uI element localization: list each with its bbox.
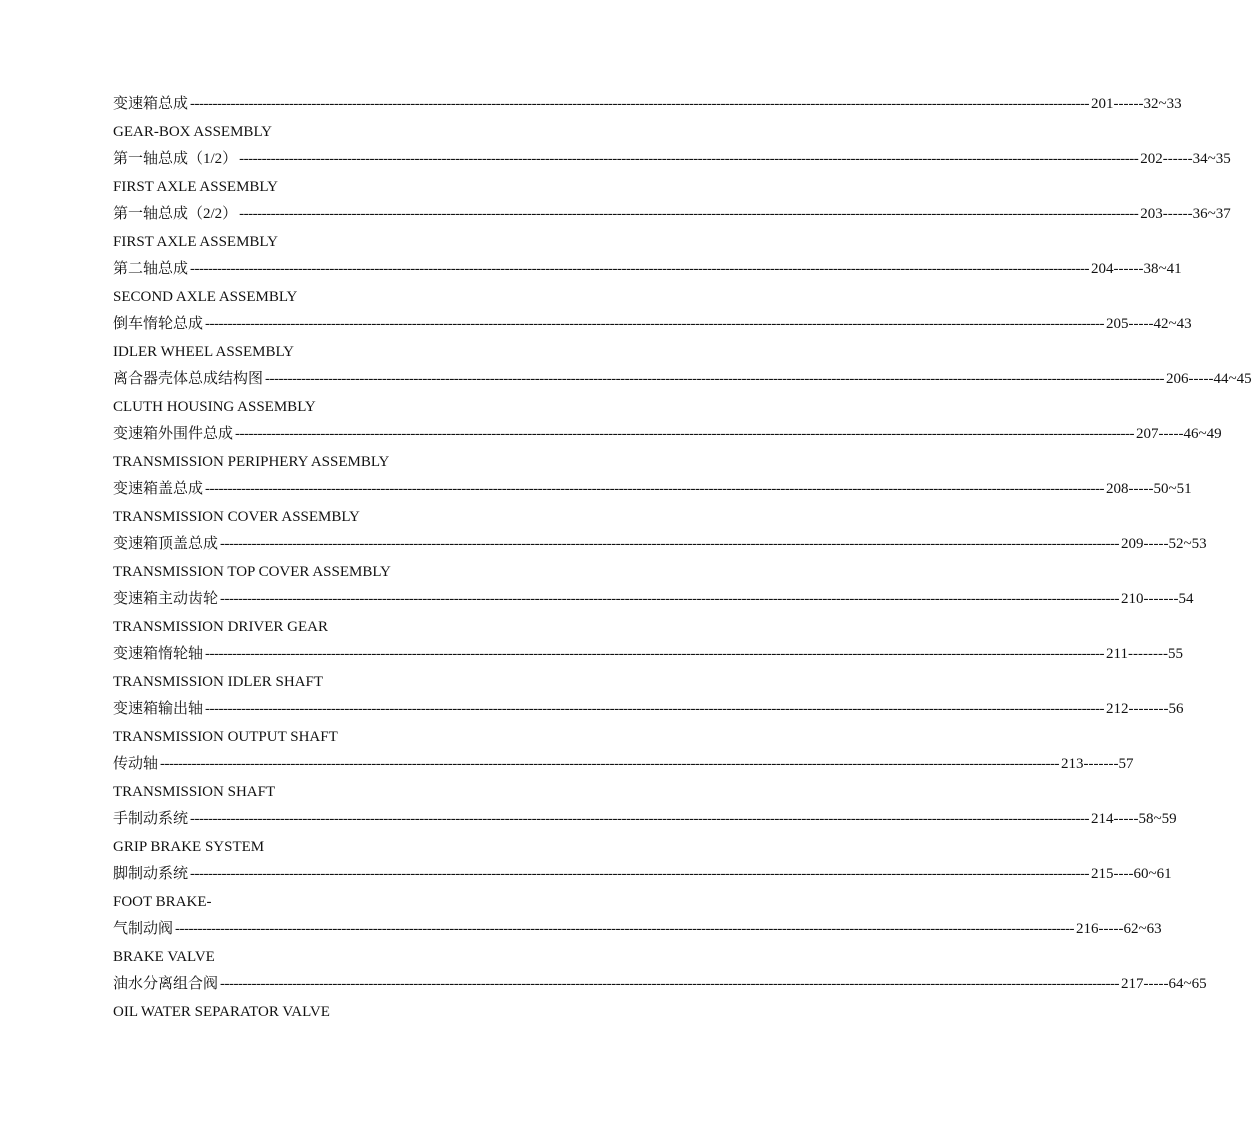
dot-leader: --------------------------------------------------------------------------------------------------------------------------------------------------------------------------------------------------------: [175, 921, 1075, 937]
toc-entry-page-range: 207-----46~49: [1136, 426, 1222, 442]
toc-entry-english-title: CLUTH HOUSING ASSEMBLY: [113, 398, 316, 415]
toc-entry-chinese-line[interactable]: [113, 916, 1162, 944]
toc-entry-english-title: BRAKE VALVE: [113, 948, 215, 965]
toc-entry-page-range: 201------32~33: [1091, 96, 1182, 112]
toc-entry: [113, 311, 1192, 366]
dot-leader: --------------------------------------------------------------------------------------------------------------------------------------------------------------------------------------------------------: [190, 261, 1090, 277]
toc-entry: [113, 531, 1207, 586]
toc-entry-chinese-line[interactable]: [113, 696, 1184, 724]
toc-entry-chinese-line[interactable]: [113, 311, 1192, 339]
dot-leader: --------------------------------------------------------------------------------------------------------------------------------------------------------------------------------------------------------: [265, 371, 1165, 387]
toc-entry-chinese-title: 倒车惰轮总成: [113, 316, 204, 332]
toc-entry-page-range: 202------34~35: [1140, 151, 1231, 167]
toc-entry-chinese-title: 第二轴总成: [113, 261, 189, 277]
toc-entry: [113, 861, 1172, 916]
toc-entry-chinese-line[interactable]: [113, 476, 1192, 504]
toc-entry-english-title: TRANSMISSION OUTPUT SHAFT: [113, 728, 338, 745]
toc-entry-chinese-title: 变速箱外围件总成: [113, 426, 234, 442]
toc-entry-page-range: 204------38~41: [1091, 261, 1182, 277]
toc-entry-page-range: 209-----52~53: [1121, 536, 1207, 552]
toc-entry-chinese-line[interactable]: [113, 861, 1172, 889]
dot-leader: --------------------------------------------------------------------------------------------------------------------------------------------------------------------------------------------------------: [205, 646, 1105, 662]
dot-leader: --------------------------------------------------------------------------------------------------------------------------------------------------------------------------------------------------------: [205, 481, 1105, 497]
dot-leader: --------------------------------------------------------------------------------------------------------------------------------------------------------------------------------------------------------: [220, 536, 1120, 552]
toc-entry-english-title: TRANSMISSION IDLER SHAFT: [113, 673, 324, 690]
toc-entry: [113, 421, 1222, 476]
toc-entry-english-title: OIL WATER SEPARATOR VALVE: [113, 1003, 330, 1020]
toc-entry-chinese-title: 变速箱输出轴: [113, 701, 204, 717]
toc-entry: [113, 971, 1207, 1026]
toc-entry: [113, 256, 1182, 311]
dot-leader: --------------------------------------------------------------------------------------------------------------------------------------------------------------------------------------------------------: [220, 976, 1120, 992]
toc-entry-english-title: TRANSMISSION COVER ASSEMBLY: [113, 508, 360, 525]
toc-entry-chinese-title: 手制动系统: [113, 811, 189, 827]
toc-entry-chinese-title: 油水分离组合阀: [113, 976, 219, 992]
toc-entry-english-title: TRANSMISSION DRIVER GEAR: [113, 618, 329, 635]
toc-entry-page-range: 208-----50~51: [1106, 481, 1192, 497]
dot-leader: --------------------------------------------------------------------------------------------------------------------------------------------------------------------------------------------------------: [235, 426, 1135, 442]
dot-leader: --------------------------------------------------------------------------------------------------------------------------------------------------------------------------------------------------------: [190, 866, 1090, 882]
toc-entry-page-range: 215----60~61: [1091, 866, 1172, 882]
toc-entry-page-range: 217-----64~65: [1121, 976, 1207, 992]
toc-entry-chinese-line[interactable]: [113, 201, 1231, 229]
toc-entry-english-title: GRIP BRAKE SYSTEM: [113, 838, 265, 855]
toc-entry-chinese-line[interactable]: [113, 366, 1252, 394]
toc-entry-english-title: TRANSMISSION SHAFT: [113, 783, 276, 800]
toc-entry-chinese-line[interactable]: [113, 751, 1134, 779]
toc-entry-chinese-title: 离合器壳体总成结构图: [113, 371, 264, 387]
dot-leader: --------------------------------------------------------------------------------------------------------------------------------------------------------------------------------------------------------: [239, 151, 1139, 167]
toc-entry: [113, 806, 1177, 861]
toc-entry-chinese-line[interactable]: [113, 806, 1177, 834]
table-of-contents: [113, 91, 1252, 1026]
toc-entry-chinese-title: 变速箱顶盖总成: [113, 536, 219, 552]
toc-entry-chinese-line[interactable]: [113, 91, 1182, 119]
toc-entry-chinese-title: 传动轴: [113, 756, 159, 772]
toc-entry-chinese-title: 脚制动系统: [113, 866, 189, 882]
toc-entry: [113, 916, 1162, 971]
toc-entry: [113, 476, 1192, 531]
toc-entry: [113, 201, 1231, 256]
toc-entry-english-title: GEAR-BOX ASSEMBLY: [113, 123, 272, 140]
toc-entry-english-title: SECOND AXLE ASSEMBLY: [113, 288, 298, 305]
toc-entry-chinese-line[interactable]: [113, 256, 1182, 284]
toc-entry-english-title: TRANSMISSION TOP COVER ASSEMBLY: [113, 563, 391, 580]
toc-entry-page-range: 213-------57: [1061, 756, 1134, 772]
toc-entry-chinese-line[interactable]: [113, 531, 1207, 559]
toc-entry-chinese-line[interactable]: [113, 421, 1222, 449]
toc-entry-english-title: TRANSMISSION PERIPHERY ASSEMBLY: [113, 453, 390, 470]
toc-entry-page-range: 212--------56: [1106, 701, 1184, 717]
dot-leader: --------------------------------------------------------------------------------------------------------------------------------------------------------------------------------------------------------: [205, 701, 1105, 717]
toc-entry-page-range: 203------36~37: [1140, 206, 1231, 222]
toc-entry: [113, 696, 1184, 751]
toc-entry-chinese-line[interactable]: [113, 641, 1183, 669]
toc-entry-page-range: 216-----62~63: [1076, 921, 1162, 937]
dot-leader: --------------------------------------------------------------------------------------------------------------------------------------------------------------------------------------------------------: [190, 811, 1090, 827]
toc-entry: [113, 641, 1183, 696]
toc-entry-page-range: 211--------55: [1106, 646, 1183, 662]
toc-entry-chinese-title: 变速箱盖总成: [113, 481, 204, 497]
toc-entry-english-title: FOOT BRAKE-: [113, 893, 212, 910]
toc-entry-chinese-line[interactable]: [113, 586, 1194, 614]
toc-entry-page-range: 214-----58~59: [1091, 811, 1177, 827]
toc-entry-page-range: 205-----42~43: [1106, 316, 1192, 332]
toc-entry-chinese-line[interactable]: [113, 146, 1231, 174]
dot-leader: --------------------------------------------------------------------------------------------------------------------------------------------------------------------------------------------------------: [160, 756, 1060, 772]
toc-entry-chinese-title: 变速箱主动齿轮: [113, 591, 219, 607]
dot-leader: --------------------------------------------------------------------------------------------------------------------------------------------------------------------------------------------------------: [205, 316, 1105, 332]
toc-entry: [113, 751, 1134, 806]
toc-entry-page-range: 210-------54: [1121, 591, 1194, 607]
toc-entry-chinese-title: 第一轴总成（2/2）: [113, 206, 238, 222]
toc-entry-english-title: FIRST AXLE ASSEMBLY: [113, 178, 278, 195]
toc-entry: [113, 366, 1252, 421]
dot-leader: --------------------------------------------------------------------------------------------------------------------------------------------------------------------------------------------------------: [239, 206, 1139, 222]
toc-entry: [113, 146, 1231, 201]
toc-entry-english-title: FIRST AXLE ASSEMBLY: [113, 233, 278, 250]
toc-entry-chinese-title: 变速箱总成: [113, 96, 189, 112]
toc-entry-chinese-title: 气制动阀: [113, 921, 174, 937]
toc-entry-page-range: 206-----44~45: [1166, 371, 1252, 387]
toc-entry-chinese-line[interactable]: [113, 971, 1207, 999]
toc-entry-chinese-title: 第一轴总成（1/2）: [113, 151, 238, 167]
toc-entry-chinese-title: 变速箱惰轮轴: [113, 646, 204, 662]
dot-leader: --------------------------------------------------------------------------------------------------------------------------------------------------------------------------------------------------------: [220, 591, 1120, 607]
toc-entry: [113, 91, 1182, 146]
dot-leader: --------------------------------------------------------------------------------------------------------------------------------------------------------------------------------------------------------: [190, 96, 1090, 112]
toc-entry: [113, 586, 1194, 641]
toc-entry-english-title: IDLER WHEEL ASSEMBLY: [113, 343, 294, 360]
